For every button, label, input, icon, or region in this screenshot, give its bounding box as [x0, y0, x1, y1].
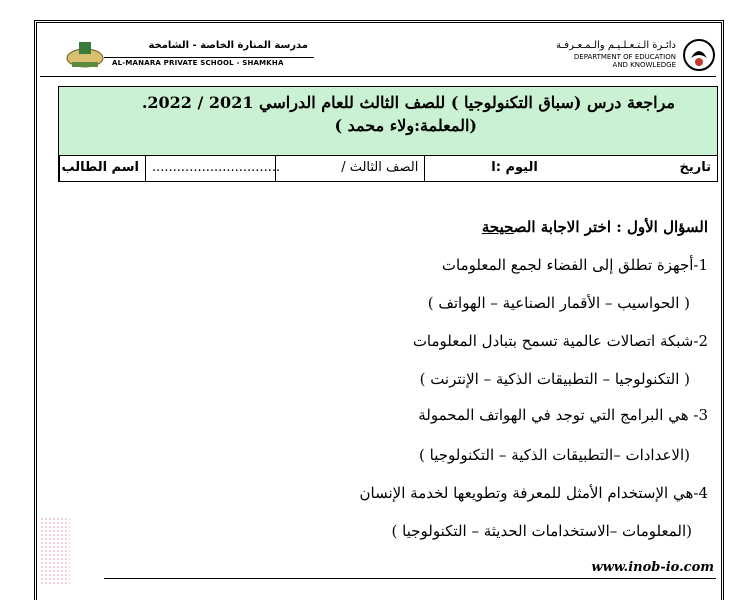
title-line-1: مراجعة درس (سباق التكنولوجيا ) للصف الثالث للعام الدراسي 2021 / 2022. [141, 93, 675, 112]
website-url[interactable]: www.inob-io.com [591, 560, 714, 575]
question-choices: ( الحواسيب – الأقمار الصناعية – الهواتف ) [427, 294, 690, 312]
title-box [58, 86, 718, 156]
school-name-arabic: مدرسة المنارة الخاصة - الشامخة [148, 40, 308, 51]
student-info-row [58, 156, 718, 182]
question-heading [482, 218, 708, 236]
question-item: 2-شبكة اتصالات عالمية تسمح بتبادل المعلومات [412, 332, 708, 350]
date-label: تاريخ [679, 160, 711, 175]
question-heading-main: السؤال الأول : اختر الاجابة الص [513, 218, 708, 236]
question-heading-underlined: حيحة [481, 218, 514, 236]
day-label: اليوم :ا [424, 156, 543, 181]
watermark-pattern [40, 517, 70, 584]
question-choices: (المعلومات –الاستخدامات الحديثة – التكنولوجيا ) [391, 522, 692, 540]
department-name-english-line2: AND KNOWLEDGE [612, 61, 676, 69]
department-name-arabic: دائـرة الـتـعـلـيـم والـمـعـرفـة [556, 40, 676, 51]
question-item: 1-أجهزة تطلق إلى الفضاء لجمع المعلومات [441, 256, 708, 274]
bottom-divider [104, 578, 716, 579]
department-name-english-line1: DEPARTMENT OF EDUCATION [573, 53, 676, 61]
question-choices: (الاعدادات –التطبيقات الذكية – التكنولوجيا ) [419, 446, 690, 464]
department-emblem-icon [682, 38, 716, 72]
student-name-label: اسم الطالب [59, 156, 145, 181]
question-choices: ( التكنولوجيا – التطبيقات الذكية – الإنترنت ) [419, 370, 690, 388]
school-logo-icon [64, 38, 106, 70]
school-name-english: AL-MANARA PRIVATE SCHOOL - SHAMKHA [112, 59, 284, 67]
student-name-field[interactable]: ............................... [145, 156, 275, 181]
grade-label: الصف الثالث / [275, 156, 424, 181]
question-item: 4-هي الإستخدام الأمثل للمعرفة وتطويعها لخدمة الإنسان [359, 484, 708, 502]
letterhead [40, 28, 716, 80]
header-divider [40, 76, 716, 77]
department-name-english [556, 53, 676, 69]
school-name-divider [104, 57, 314, 58]
title-line-2: (المعلمة:ولاء محمد ) [334, 116, 477, 135]
question-item: 3- هي البرامج التي توجد في الهواتف المحمولة [418, 406, 708, 424]
